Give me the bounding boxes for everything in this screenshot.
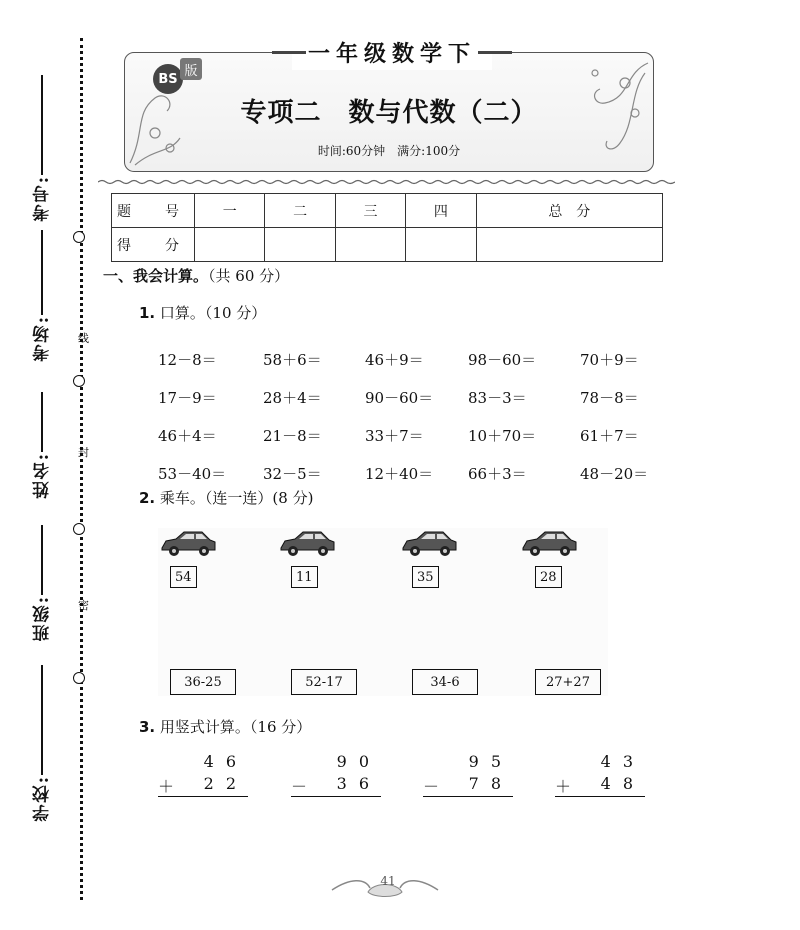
math-problem[interactable]: 48－20＝	[580, 464, 649, 483]
vcalc-bottom: 78	[468, 774, 513, 793]
score-table-header-row	[112, 194, 663, 228]
vcalc-operator: ＋	[158, 777, 175, 796]
score-cell: 三	[335, 194, 405, 228]
binding-hole	[73, 231, 85, 243]
math-problem[interactable]: 12－8＝	[158, 350, 217, 369]
math-problem[interactable]: 28＋4＝	[263, 388, 322, 407]
class-label: 班级:	[32, 595, 53, 642]
question-number: 3.	[139, 718, 156, 736]
math-problem[interactable]: 83－3＝	[468, 388, 527, 407]
class-line	[41, 525, 43, 595]
math-problem[interactable]: 66＋3＝	[468, 464, 527, 483]
school-field[interactable]	[30, 665, 54, 821]
grade-title: 一年级数学下	[307, 41, 476, 67]
mental-math-grid	[158, 340, 678, 492]
math-problem[interactable]: 10＋70＝	[468, 426, 537, 445]
vcalc-bottom-row	[291, 774, 381, 797]
vcalc-bottom-row	[158, 774, 248, 797]
page-number: 41	[380, 874, 396, 888]
page-title: 专项二 数与代数（二）	[240, 98, 538, 128]
vcalc-top: 43	[600, 752, 645, 771]
score-table-score-row	[112, 228, 663, 262]
exam-number-field[interactable]	[30, 75, 54, 221]
name-line	[41, 392, 43, 452]
name-field[interactable]	[30, 392, 54, 498]
math-problem[interactable]: 32－5＝	[263, 464, 322, 483]
binding-hole	[73, 523, 85, 535]
math-problem[interactable]: 78－8＝	[580, 388, 639, 407]
score-cell: 二	[265, 194, 335, 228]
vcalc-top: 90	[336, 752, 381, 771]
math-problem[interactable]: 12＋40＝	[365, 464, 434, 483]
vcalc-bottom-row	[423, 774, 513, 797]
exam-room-line	[41, 230, 43, 315]
section-heading-text: 一、我会计算。	[103, 267, 209, 285]
expression-box[interactable]: 36-25	[170, 669, 236, 695]
question-1-label	[139, 302, 266, 323]
score-input-cell[interactable]	[335, 228, 405, 262]
edition-badge: BS	[153, 64, 183, 94]
exam-number-line	[41, 75, 43, 175]
exam-room-field[interactable]	[30, 230, 54, 361]
binding-dotted-line	[80, 38, 83, 900]
score-input-cell[interactable]	[476, 228, 662, 262]
car-number[interactable]: 28	[535, 566, 562, 588]
vcalc-bottom: 48	[600, 774, 645, 793]
vertical-calc[interactable]	[291, 752, 381, 797]
score-input-cell[interactable]	[406, 228, 476, 262]
car-icon	[401, 528, 457, 558]
vcalc-top: 46	[203, 752, 248, 771]
expression-box[interactable]: 52-17	[291, 669, 357, 695]
section-heading	[103, 265, 289, 286]
binding-hole	[73, 375, 85, 387]
math-row	[158, 340, 678, 378]
math-problem[interactable]: 90－60＝	[365, 388, 434, 407]
vertical-calc[interactable]	[158, 752, 248, 797]
score-cell: 得 分	[112, 228, 195, 262]
vcalc-operator: －	[291, 777, 308, 796]
math-row	[158, 378, 678, 416]
class-field[interactable]	[30, 525, 54, 641]
math-problem[interactable]: 46＋4＝	[158, 426, 217, 445]
car-number[interactable]: 54	[170, 566, 197, 588]
score-cell: 四	[406, 194, 476, 228]
score-input-cell[interactable]	[195, 228, 265, 262]
question-text: 用竖式计算。（16 分）	[159, 718, 312, 736]
banner-bar-left	[272, 51, 306, 54]
vcalc-bottom: 22	[203, 774, 248, 793]
car-icon	[160, 528, 216, 558]
math-problem[interactable]: 61＋7＝	[580, 426, 639, 445]
banner-bar-right	[478, 51, 512, 54]
vcalc-bottom: 36	[336, 774, 381, 793]
name-label: 姓名:	[32, 452, 53, 499]
seal-mark-seal: 封	[78, 446, 89, 459]
vcalc-bottom-row	[555, 774, 645, 797]
math-problem[interactable]: 17－9＝	[158, 388, 217, 407]
score-table	[111, 193, 663, 262]
grade-banner	[292, 34, 492, 70]
math-row	[158, 416, 678, 454]
vertical-calc[interactable]	[555, 752, 645, 797]
question-text: 乘车。（连一连）(8 分)	[159, 489, 314, 507]
math-problem[interactable]: 70＋9＝	[580, 350, 639, 369]
vertical-calc[interactable]	[423, 752, 513, 797]
exam-number-label: 考号:	[32, 175, 53, 222]
math-problem[interactable]: 21－8＝	[263, 426, 322, 445]
time-and-score: 时间:60分钟 满分:100分	[317, 144, 461, 158]
school-label: 学校:	[32, 775, 53, 822]
expression-box[interactable]: 34-6	[412, 669, 478, 695]
binding-hole	[73, 672, 85, 684]
question-3-label	[139, 716, 311, 737]
car-number[interactable]: 35	[412, 566, 439, 588]
question-text: 口算。（10 分）	[159, 304, 267, 322]
vcalc-operator: ＋	[555, 777, 572, 796]
question-2-label	[139, 487, 313, 508]
score-cell: 题 号	[112, 194, 195, 228]
wavy-divider	[98, 179, 675, 185]
score-cell: 一	[195, 194, 265, 228]
score-cell: 总 分	[476, 194, 662, 228]
math-problem[interactable]: 33＋7＝	[365, 426, 424, 445]
seal-mark-secret: 密	[78, 599, 89, 612]
math-problem[interactable]: 46＋9＝	[365, 350, 424, 369]
math-problem[interactable]: 98－60＝	[468, 350, 537, 369]
expression-box[interactable]: 27+27	[535, 669, 601, 695]
math-problem[interactable]: 53－40＝	[158, 464, 227, 483]
seal-mark-line: 线	[78, 332, 89, 345]
exam-room-label: 考场:	[32, 315, 53, 362]
question-number: 1.	[139, 304, 156, 322]
car-number[interactable]: 11	[291, 566, 318, 588]
school-line	[41, 665, 43, 775]
section-points: （共 60 分）	[208, 267, 290, 285]
score-input-cell[interactable]	[265, 228, 335, 262]
vcalc-top: 95	[468, 752, 513, 771]
vcalc-operator: －	[423, 777, 440, 796]
edition-char: 版	[180, 58, 202, 80]
question-number: 2.	[139, 489, 156, 507]
math-problem[interactable]: 58＋6＝	[263, 350, 322, 369]
car-icon	[521, 528, 577, 558]
car-icon	[279, 528, 335, 558]
